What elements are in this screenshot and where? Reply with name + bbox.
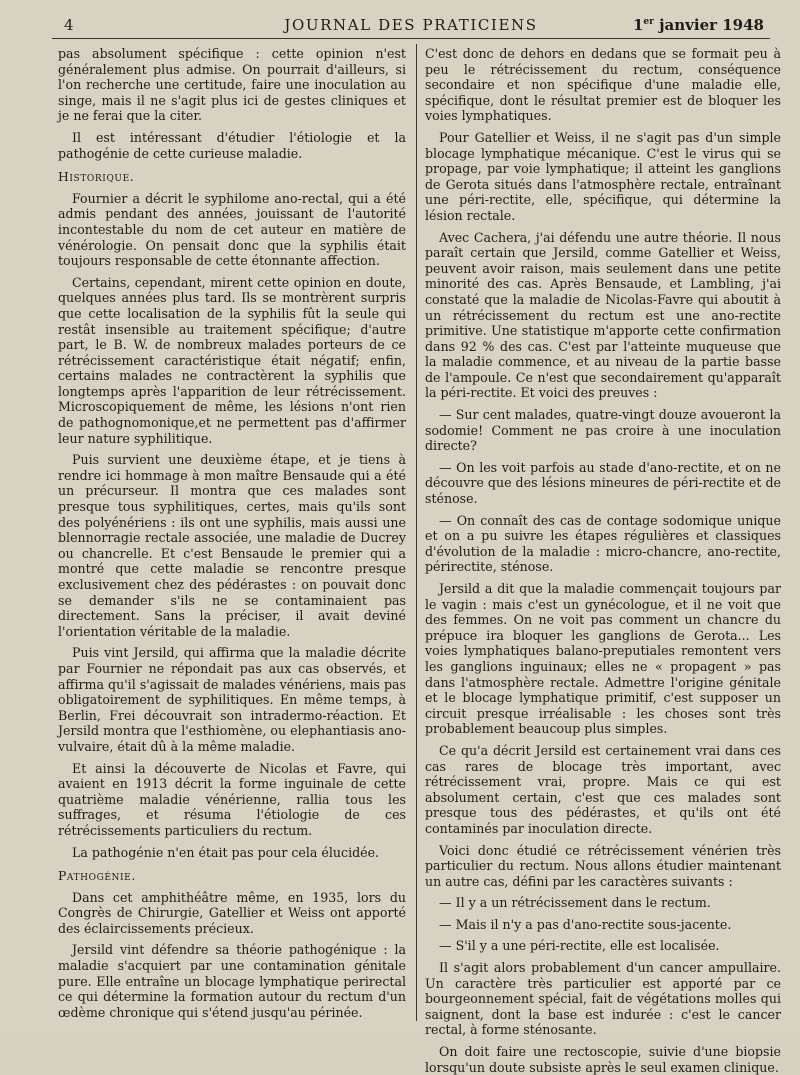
paragraph: — Sur cent malades, quatre-vingt douze avoueront la sodomie! Comment ne pas croire à une inoculation directe? — [425, 407, 781, 454]
column-rule — [416, 44, 417, 1021]
paragraph: Avec Cachera, j'ai défendu une autre théorie. Il nous paraît certain que Jersild, comme Gatellier et Weiss, peuvent avoir raison, mais seulement dans une petite minorité des cas. Après Bensaude, et Lambling, j'ai constaté que la maladie de Nicolas-Favre qui aboutit à un rétrécissement du rectum est une ano-rectite primitive. Une statistique m'apporte cette confirmation dans 92 % des cas. C'est par l'atteinte muqueuse que la maladie commence, et au niveau de la partie basse de l'ampoule. Ce n'est que secondairement qu'apparaît la péri-rectite. Et voici des preuves : — [425, 229, 781, 401]
journal-title: JOURNAL DES PRATICIENS — [284, 16, 538, 34]
issue-date: 1er janvier 1948 — [632, 16, 764, 34]
running-header — [52, 12, 770, 39]
paragraph: Jersild a dit que la maladie commençait toujours par le vagin : mais c'est un gynécologue, et il ne voit que des femmes. On ne voit pas comment un chancre du prépuce ira bloquer les ganglions de Gerota... Les voies lymphatiques balano-preputiales remontent vers les ganglions inguinaux; elles ne « propagent » pas dans l'atmosphère rectale. Admettre l'origine génitale et le blocage lymphatique primitif, c'est supposer un circuit presque irréalisable : les choses sont très probablement beaucoup plus simples. — [425, 581, 781, 737]
paragraph: Puis vint Jersild, qui affirma que la maladie décrite par Fournier ne répondait pas aux cas observés, et affirma qu'il s'agissait de malades vénériens, mais pas obligatoirement de syphilitiques. En même temps, à Berlin, Frei découvrait son intradermo-réaction. Et Jersild montra que l'esthiomène, ou elephantiasis ano-vulvaire, était dû à la même maladie. — [58, 645, 406, 754]
paragraph: Il est intéressant d'étudier l'étiologie et la pathogénie de cette curieuse maladie. — [58, 129, 406, 161]
paragraph: Certains, cependant, mirent cette opinion en doute, quelques années plus tard. Ils se montrèrent surpris que cette localisation de la syphilis fût la seule qui restât insensible au traitement spécifique; d'autre part, le B. W. de nombreux malades porteurs de ce rétrécissement caractéristique était négatif; enfin, certains malades ne contractèrent la syphilis que longtemps après l'apparition de leur rétrécissement. Microscopiquement de même, les lésions n'ont rien de pathognomonique,et ne permettent pas d'affirmer leur nature syphilitique. — [58, 274, 406, 446]
paragraph: Puis survient une deuxième étape, et je tiens à rendre ici hommage à mon maître Bensaude qui a été un précurseur. Il montra que ces malades sont presque tous syphilitiques, certes, mais qu'ils sont des polyénériens : ils ont une syphilis, mais aussi une blennorragie rectale associée, une maladie de Ducrey ou chancrelle. Et c'est Bensaude le premier qui a montré que cette maladie se rencontre presque exclusivement chez des pédérastes : on pouvait donc se demander s'ils ne se contaminaient pas directement. Sans la préciser, il avait deviné l'orientation véritable de la maladie. — [58, 452, 406, 639]
paragraph: Voici donc étudié ce rétrécissement vénérien très particulier du rectum. Nous allons étudier maintenant un autre cas, défini par les caractères suivants : — [425, 842, 781, 889]
paragraph: Et ainsi la découverte de Nicolas et Favre, qui avaient en 1913 décrit la forme inguinale de cette quatrième maladie vénérienne, rallia tous les suffrages, et résuma l'étiologie de ces rétrécissements particuliers du rectum. — [58, 760, 406, 838]
paragraph: Pour Gatellier et Weiss, il ne s'agit pas d'un simple blocage lymphatique mécanique. C'est le virus qui se propage, par voie lymphatique; il atteint les ganglions de Gerota situés dans l'atmosphère rectale, entraînant une péri-rectite, elle, spécifique, qui détermine la lésion rectale. — [425, 129, 781, 223]
paragraph: — S'il y a une péri-rectite, elle est localisée. — [439, 938, 720, 954]
paragraph: La pathogénie n'en était pas pour cela élucidée. — [72, 844, 380, 860]
right-column — [425, 46, 781, 1075]
paragraph: On doit faire une rectoscopie, suivie d'une biopsie lorsqu'un doute subsiste après le seul examen clinique. — [425, 1044, 781, 1075]
paragraph: Ce qu'a décrit Jersild est certainement vrai dans ces cas rares de blocage très important, avec rétrécissement vrai, propre. Mais ce qui est absolument certain, c'est que ces malades sont presque tous des pédérastes, et qu'ils ont été contaminés par inoculation directe. — [425, 742, 781, 836]
paragraph: Jersild vint défendre sa théorie pathogénique : la maladie s'acquiert par une contamination génitale pure. Elle entraîne un blocage lymphatique perirectal ce qui détermine la formation autour du rectum d'un œdème chronique qui s'étend jusqu'au périnée. — [58, 942, 406, 1020]
paragraph: — On les voit parfois au stade d'ano-rectite, et on ne découvre que des lésions mineures de péri-rectite et de sténose. — [425, 459, 781, 507]
paragraph: — Il y a un rétrécissement dans le rectum. — [439, 895, 711, 911]
left-column — [58, 46, 406, 1020]
section-heading-pathogenie: Pathogénie. — [58, 868, 136, 884]
paragraph: pas absolument spécifique : cette opinion n'est généralement plus admise. On pourrait d'ailleurs, si l'on recherche une certitude, faire une inoculation au singe, mais il ne s'agit plus ici de gestes cliniques et je ne ferai que la citer. — [58, 46, 406, 124]
paragraph: Il s'agit alors probablement d'un cancer ampullaire. Un caractère très particulier est apporté par ce bourgeonnement spécial, fait de végétations molles qui saignent, dont la base est indurée : c'est le cancer rectal, à forme sténosante. — [425, 960, 781, 1038]
page-number: 4 — [64, 16, 74, 34]
paragraph: Fournier a décrit le syphilome ano-rectal, qui a été admis pendant des années, jouissant de l'autorité incontestable du nom de cet auteur en matière de vénérologie. On pensait donc que la syphilis était toujours responsable de cette étonnante affection. — [58, 190, 406, 269]
section-heading-historique: Historique. — [58, 169, 135, 185]
paragraph: — Mais il n'y a pas d'ano-rectite sous-jacente. — [439, 916, 732, 932]
paragraph: Dans cet amphithéâtre même, en 1935, lors du Congrès de Chirurgie, Gatellier et Weiss ont apporté des éclaircissements précieux. — [58, 889, 406, 936]
paragraph: C'est donc de dehors en dedans que se formait peu à peu le rétrécissement du rectum, conséquence secondaire et non spécifique d'une maladie elle, spécifique, dont le résultat premier est de bloquer les voies lymphatiques. — [425, 46, 781, 124]
paragraph: — On connaît des cas de contage sodomique unique et on a pu suivre les étapes régulières et classiques d'évolution de la maladie : micro-chancre, ano-rectite, périrectite, sténose. — [425, 512, 781, 575]
